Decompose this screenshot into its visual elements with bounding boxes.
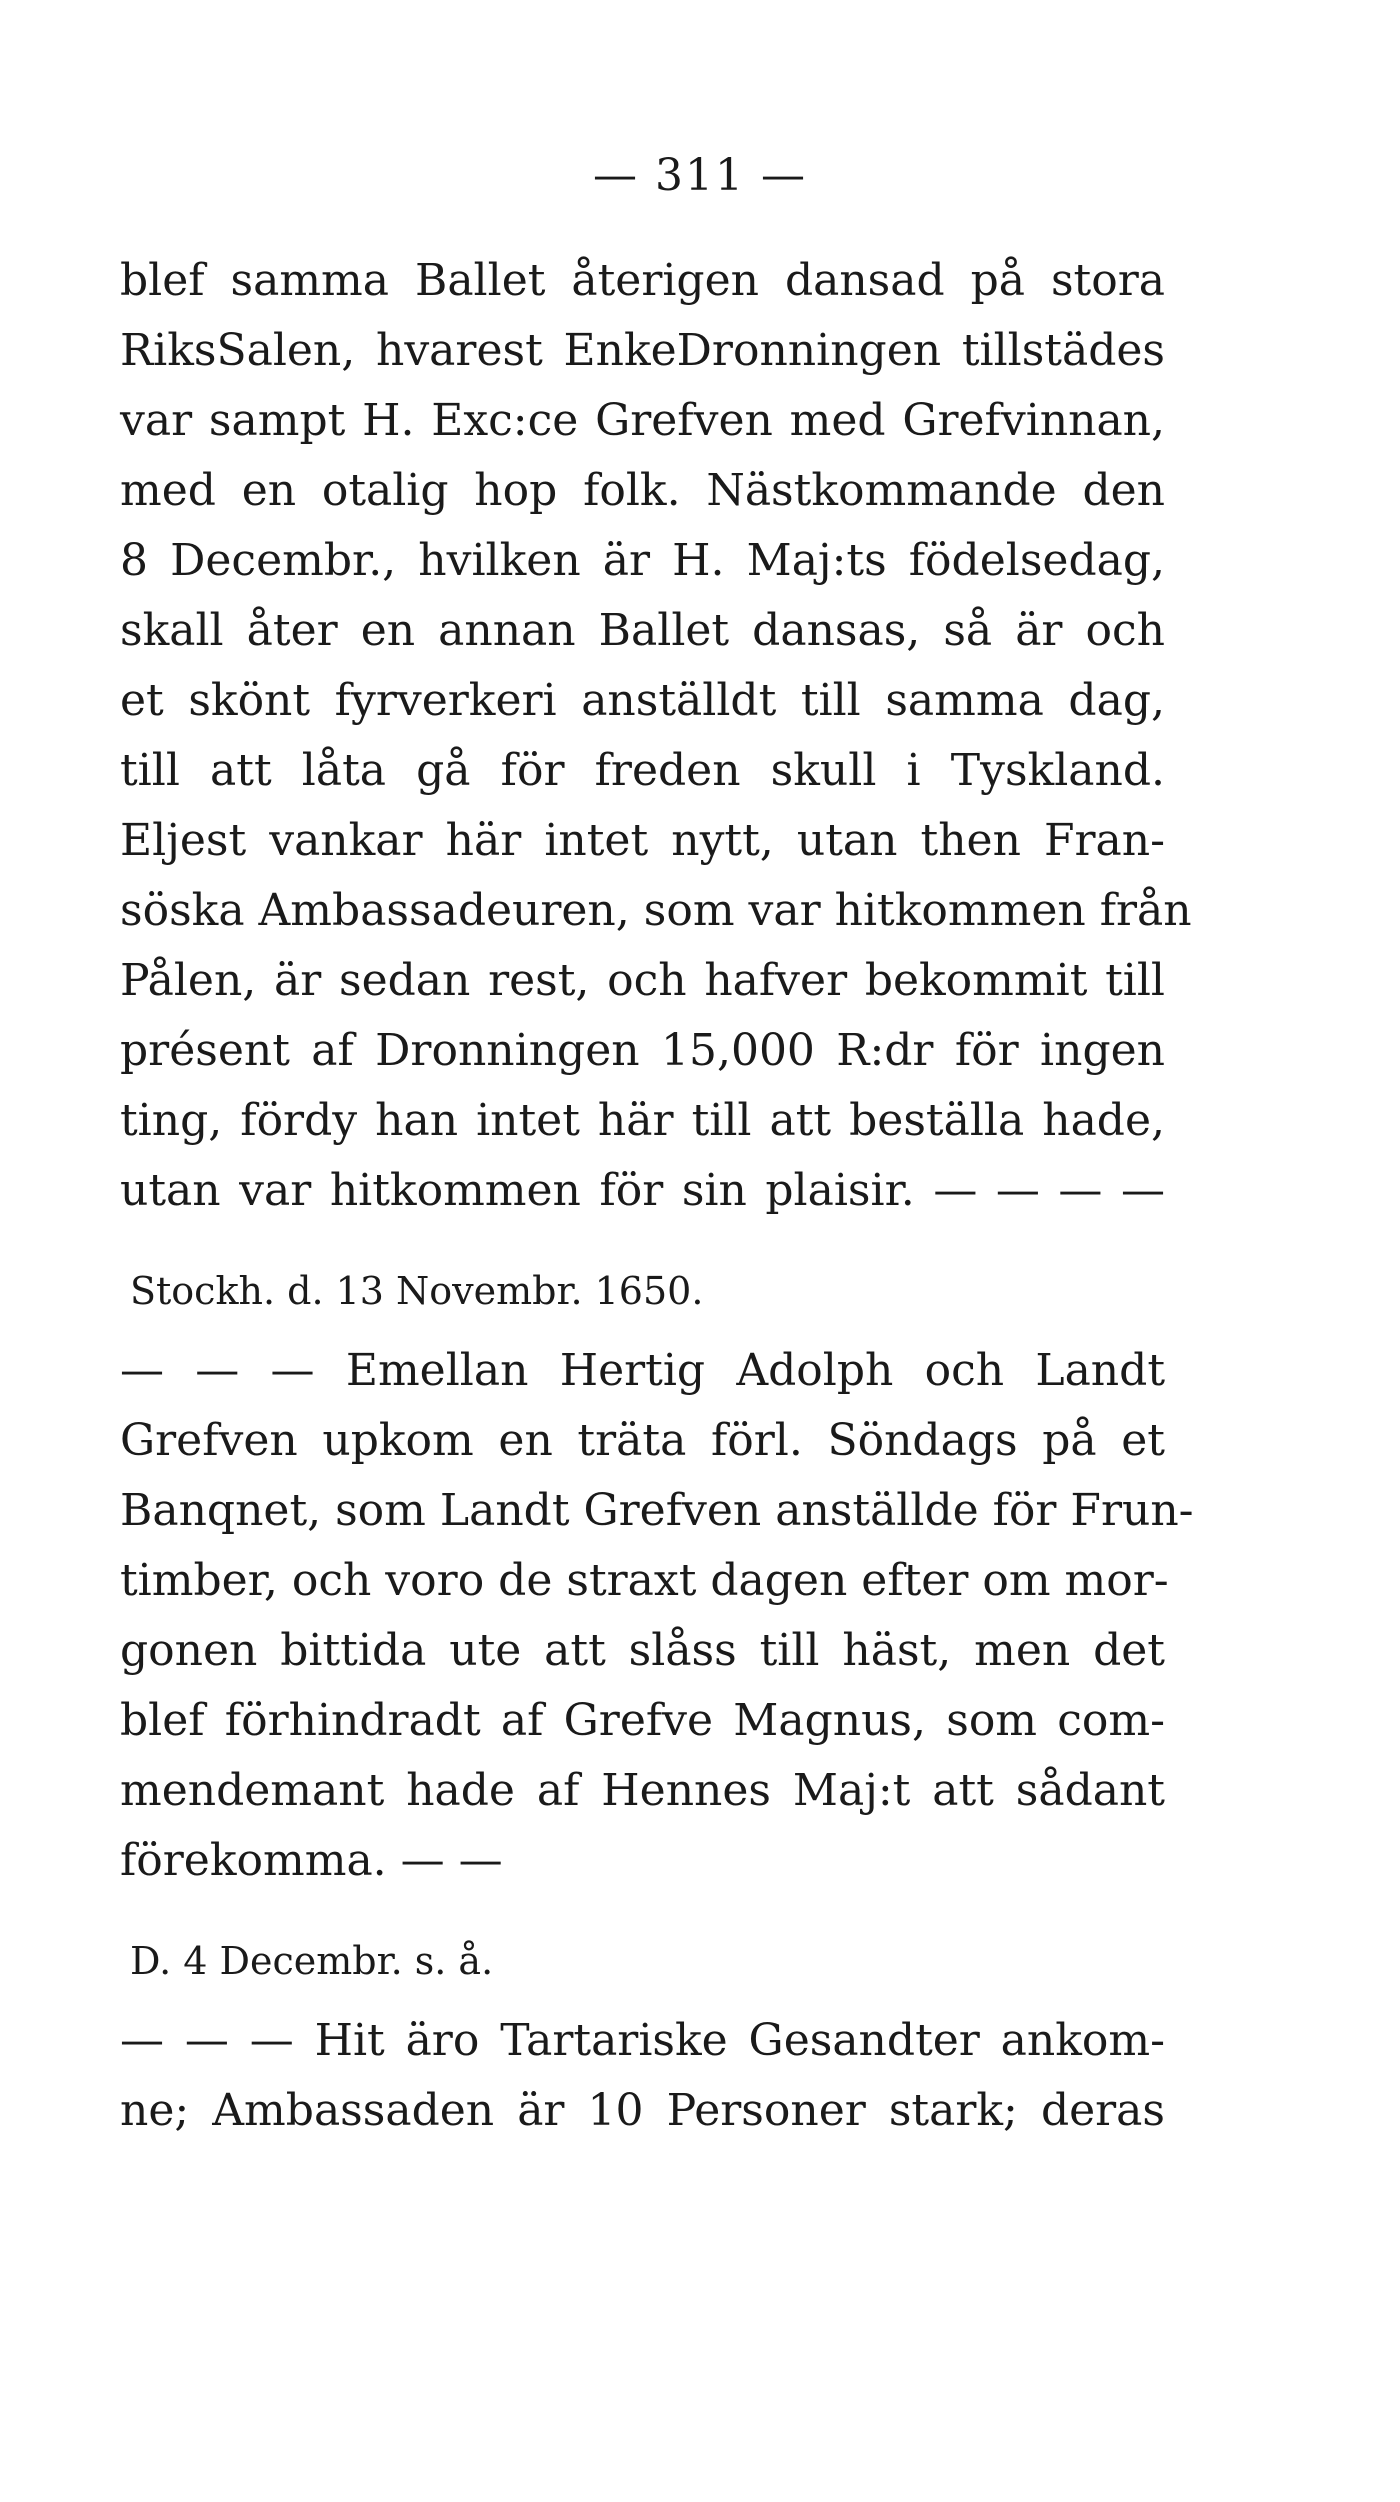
- text-line: blef samma Ballet återigen dansad på stora: [120, 255, 1165, 306]
- text-line: — — — Emellan Hertig Adolph och Landt: [120, 1345, 1165, 1396]
- text-line: Grefven upkom en träta förl. Söndags på et: [120, 1415, 1165, 1466]
- text-line: — — — Hit äro Tartariske Gesandter ankom-: [120, 2015, 1165, 2066]
- text-line: mendemant hade af Hennes Maj:t att sådant: [120, 1765, 1165, 1816]
- text-line: var sampt H. Exc:ce Grefven med Grefvinnan,: [120, 395, 1165, 446]
- text-line: ne; Ambassaden är 10 Personer stark; deras: [120, 2085, 1165, 2136]
- dateline: D. 4 Decembr. s. å.: [130, 1939, 494, 1983]
- text-line: RiksSalen, hvarest EnkeDronningen tillstädes: [120, 325, 1165, 376]
- text-line: 8 Decembr., hvilken är H. Maj:ts födelsedag,: [120, 535, 1165, 586]
- text-line: gonen bittida ute att slåss till häst, men det: [120, 1625, 1165, 1676]
- text-line: Eljest vankar här intet nytt, utan then Fran-: [120, 815, 1165, 866]
- text-line: Pålen, är sedan rest, och hafver bekommit till: [120, 955, 1165, 1006]
- text-line: söska Ambassadeuren, som var hitkommen från: [120, 885, 1192, 936]
- text-line: blef förhindradt af Grefve Magnus, som com-: [120, 1695, 1165, 1746]
- text-line: et skönt fyrverkeri anställdt till samma dag,: [120, 675, 1165, 726]
- text-line: timber, och voro de straxt dagen efter om mor-: [120, 1555, 1169, 1606]
- page-number: — 311 —: [593, 150, 807, 201]
- text-line: Banqnet, som Landt Grefven anställde för Frun-: [120, 1485, 1194, 1536]
- text-line: présent af Dronningen 15,000 R:dr för ingen: [120, 1025, 1165, 1076]
- dateline: Stockh. d. 13 Novembr. 1650.: [130, 1269, 704, 1313]
- text-line: skall åter en annan Ballet dansas, så är och: [120, 605, 1165, 656]
- text-line: med en otalig hop folk. Nästkommande den: [120, 465, 1165, 516]
- text-line: förekomma. — —: [120, 1835, 503, 1886]
- text-line: ting, fördy han intet här till att beställa hade,: [120, 1095, 1165, 1146]
- text-line: till att låta gå för freden skull i Tyskland.: [120, 745, 1165, 796]
- text-line: utan var hitkommen för sin plaisir. — — — —: [120, 1165, 1165, 1216]
